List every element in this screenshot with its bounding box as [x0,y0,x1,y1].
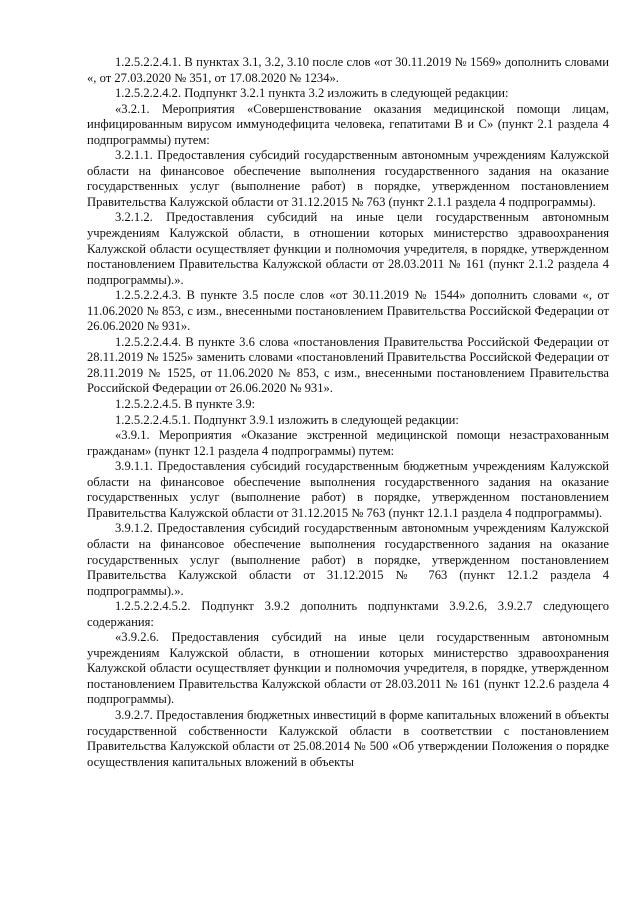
paragraph: 1.2.5.2.2.4.1. В пунктах 3.1, 3.2, 3.10 после слов «от 30.11.2019 № 1569» дополнить словами «, от 27.03.2020 № 351, от 17.08.2020 № 1234». [87,55,609,85]
document-page [87,55,609,770]
paragraph: «3.2.1. Мероприятия «Совершенствование оказания медицинской помощи лицам, инфицированным вирусом иммунодефицита человека, гепатитами В и С» (пункт 2.1 раздела 4 подпрограммы) путем: [87,101,609,147]
paragraph: 3.9.1.1. Предоставления субсидий государственным бюджетным учреждениям Калужской области на финансовое обеспечение выполнения государственного задания на оказание государственных услуг (выполнение работ) в порядке, утвержденном постановлением Правительства Калужской области от 31.12.2015 № 763 (пункт 12.1.1 раздела 4 подпрограммы). [87,459,609,520]
paragraph: 1.2.5.2.2.4.4. В пункте 3.6 слова «постановления Правительства Российской Федерации от 28.11.2019 № 1525» заменить словами «постановлений Правительства Российской Федерации от 28.11.2019 № 1525, от 11.06.2020 № 853, с изм., внесенными постановлением Правительства Российской Федерации от 26.06.2020 № 931». [87,334,609,396]
paragraph: 3.9.1.2. Предоставления субсидий государственным автономным учреждениям Калужской области на финансовое обеспечение выполнения государственного задания на оказание государственных услуг (выполнение работ) в порядке, утвержденном постановлением Правительства Калужской области от 31.12.2015 № 763 (пункт 12.1.2 раздела 4 подпрограммы).». [87,521,609,598]
paragraph: 1.2.5.2.2.4.5.1. Подпункт 3.9.1 изложить в следующей редакции: [115,412,459,427]
paragraph: 1.2.5.2.2.4.2. Подпункт 3.2.1 пункта 3.2 изложить в следующей редакции: [115,86,509,101]
paragraph: «3.9.2.6. Предоставления субсидий на иные цели государственным автономным учреждениям Калужской области, в отношении которых министерство здравоохранения Калужской области осуществляет функции и полномочия учредителя, в порядке, утвержденном постановлением Правительства Калужской области от 28.03.2011 № 161 (пункт 12.2.6 раздела 4 подпрограммы). [87,630,609,707]
paragraph: 1.2.5.2.2.4.3. В пункте 3.5 после слов «от 30.11.2019 № 1544» дополнить словами «, от 11.06.2020 № 853, с изм., внесенными постановлением Правительства Российской Федерации от 26.06.2020 № 931». [87,288,609,334]
paragraph: «3.9.1. Мероприятия «Оказание экстренной медицинской помощи незастрахованным гражданам» (пункт 12.1 раздела 4 подпрограммы) путем: [87,428,609,458]
paragraph: 1.2.5.2.2.4.5.2. Подпункт 3.9.2 дополнить подпунктами 3.9.2.6, 3.9.2.7 следующего содержания: [87,599,609,629]
paragraph: 3.2.1.2. Предоставления субсидий на иные цели государственным автономным учреждениям Калужской области, в отношении которых министерство здравоохранения Калужской области осуществляет функции и полномочия учредителя, в порядке, утвержденном постановлением Правительства Калужской области от 28.03.2011 № 161 (пункт 2.1.2 раздела 4 подпрограммы).». [87,210,609,287]
paragraph: 3.2.1.1. Предоставления субсидий государственным автономным учреждениям Калужской области на финансовое обеспечение выполнения государственного задания на оказание государственных услуг (выполнение работ) в порядке, утвержденном постановлением Правительства Калужской области от 31.12.2015 № 763 (пункт 2.1.1 раздела 4 подпрограммы). [87,148,609,209]
paragraph: 1.2.5.2.2.4.5. В пункте 3.9: [115,397,256,412]
paragraph: 3.9.2.7. Предоставления бюджетных инвестиций в форме капитальных вложений в объекты государственной собственности Калужской области в соответствии с постановлением Правительства Калужской области от 25.08.2014 № 500 «Об утверждении Положения о порядке осуществления капитальных вложений в объекты [87,707,609,769]
